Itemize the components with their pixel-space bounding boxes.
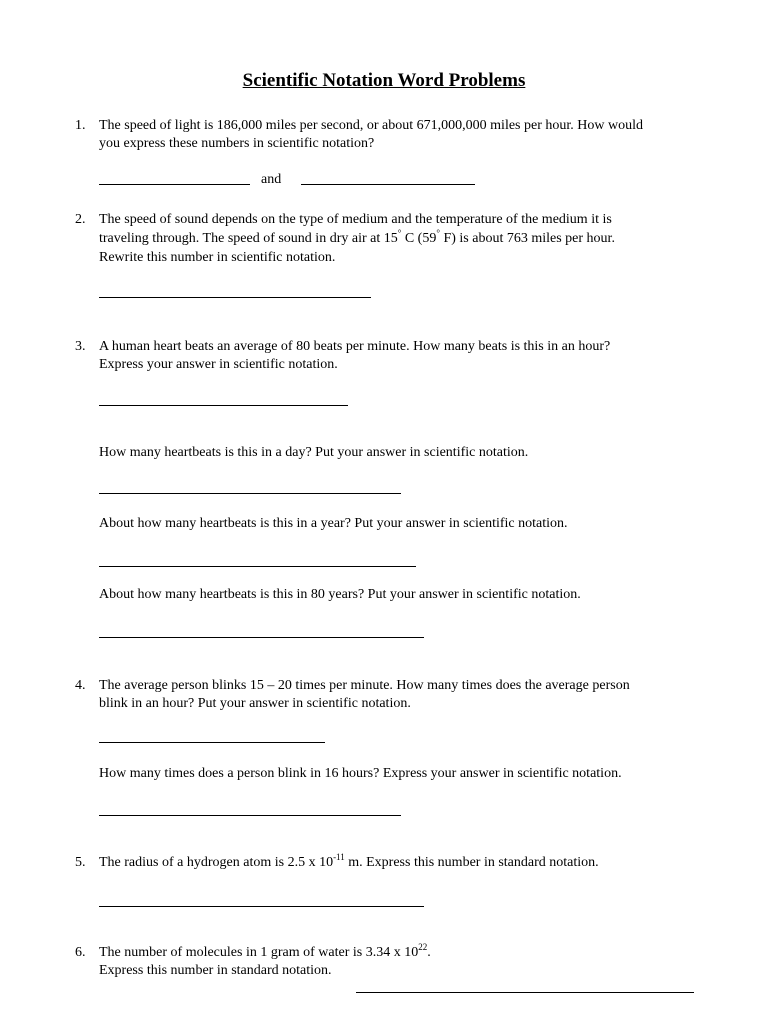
- page-title: Scientific Notation Word Problems: [242, 70, 526, 91]
- subquestion-text: How many times does a person blink in 16 hours? Express your answer in scientific notation.: [99, 766, 622, 781]
- question-text-line: blink in an hour? Put your answer in scientific notation.: [99, 696, 411, 711]
- question-text-line: Rewrite this number in scientific notation.: [99, 250, 336, 265]
- question-text-line: The speed of light is 186,000 miles per second, or about 671,000,000 miles per hour. How would: [99, 118, 643, 133]
- question-number: 2.: [75, 212, 86, 227]
- answer-line[interactable]: [99, 566, 416, 567]
- question-number: 6.: [75, 945, 86, 960]
- question-text-line: you express these numbers in scientific notation?: [99, 136, 375, 151]
- question-text-line: Express this number in standard notation.: [99, 963, 332, 978]
- question-text-line: A human heart beats an average of 80 beats per minute. How many beats is this in an hour?: [99, 339, 611, 354]
- question-text-line: The number of molecules in 1 gram of water is 3.34 x $10^{22}$.: [99, 942, 431, 960]
- exponent: -11: [333, 852, 345, 862]
- answer-line[interactable]: [99, 815, 401, 816]
- subquestion-text: About how many heartbeats is this in 80 years? Put your answer in scientific notation.: [99, 587, 581, 602]
- subquestion-text: How many heartbeats is this in a day? Put your answer in scientific notation.: [99, 445, 529, 460]
- answer-line[interactable]: [99, 637, 424, 638]
- answer-line[interactable]: [99, 297, 371, 298]
- answer-line[interactable]: [99, 906, 424, 907]
- answer-line[interactable]: [99, 184, 250, 185]
- question-text-line: Express your answer in scientific notation.: [99, 357, 338, 372]
- exponent: 22: [418, 942, 428, 952]
- answer-line[interactable]: [99, 742, 325, 743]
- answer-line[interactable]: [301, 184, 475, 185]
- degree-symbol: °: [436, 228, 440, 238]
- answer-line[interactable]: [99, 493, 401, 494]
- question-number: 5.: [75, 855, 86, 870]
- question-text-line: The average person blinks 15 – 20 times per minute. How many times does the average person: [99, 678, 630, 693]
- subquestion-text: About how many heartbeats is this in a year? Put your answer in scientific notation.: [99, 516, 568, 531]
- question-text-line: The speed of sound depends on the type of medium and the temperature of the medium it is: [99, 212, 612, 227]
- question-number: 3.: [75, 339, 86, 354]
- answer-line[interactable]: [356, 992, 694, 993]
- degree-symbol: °: [397, 228, 402, 238]
- question-number: 4.: [75, 678, 86, 693]
- answer-line[interactable]: [99, 405, 348, 406]
- question-number: 1.: [75, 118, 86, 133]
- and-label: and: [261, 172, 282, 187]
- question-text-line: The radius of a hydrogen atom is 2.5 x $10^{-11}$ m. Express this number in standard notation.: [99, 852, 599, 870]
- question-text-line: traveling through. The speed of sound in dry air at 15° C (59° F) is about 763 miles per hour.: [99, 228, 615, 246]
